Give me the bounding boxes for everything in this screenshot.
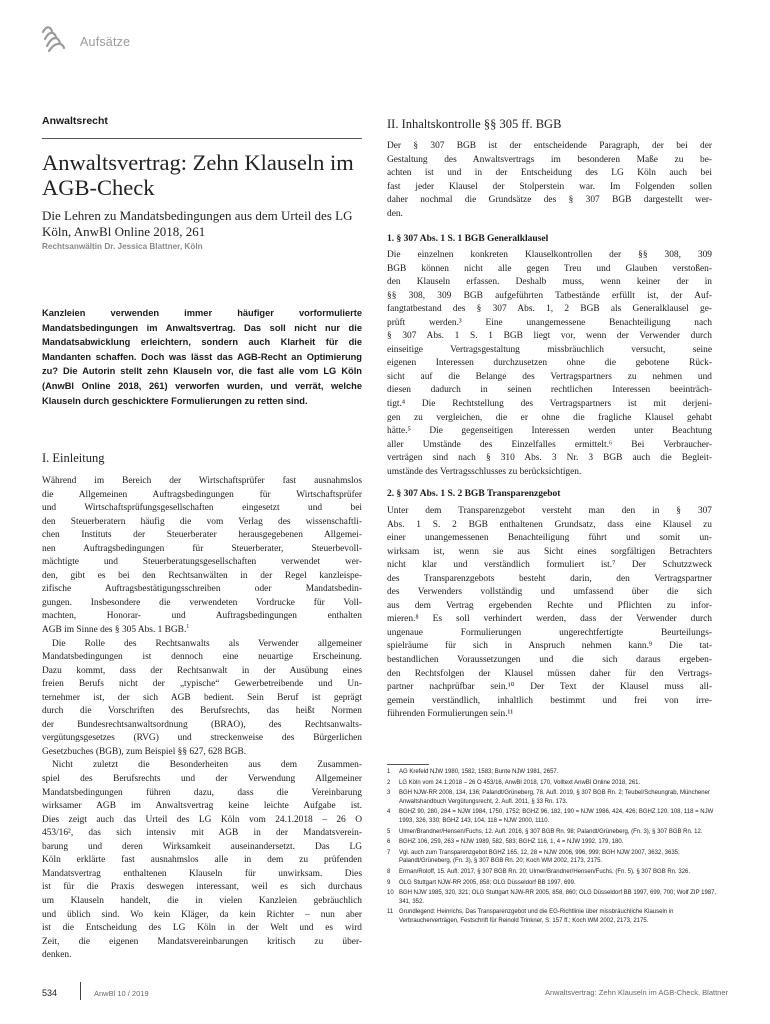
text-line: und Wirtschaftsprüfungsgesellschaften eingesetzt und bei: [42, 503, 362, 514]
text-line: ist für die Praxis deswegen interessant, weil es sich durchaus: [42, 882, 362, 893]
text-line: Zeit, die eigenen Mandatsvereinbarungen kritisch zu über-: [42, 936, 362, 947]
text-line: Gesetzbuches (BGB), zum Beispiel §§ 627, 628 BGB.: [42, 746, 247, 757]
text-line: fangtatbestand des § 307 Abs. 1, 2 BGB als Generalklausel ge-: [387, 304, 712, 315]
footnote-text: Vgl. auch zum Transparenzgebot BGHZ 165, 12, 28 = NJW 2006, 996, 999; BGH NJW 2007, 3632, 3635; Palandt/Grüneberg, (Fn. 3), § 307 BGB Rn. 20; Koch WM 2002, 2173, 2175.: [399, 849, 680, 865]
text-line: Mandatsvertrag enthaltenen Klauseln für unwirksam. Dies: [42, 868, 362, 879]
text-line: gungen. Insbesondere die verwendeten Vordrucke für Voll-: [42, 597, 362, 608]
text-line: achten ist und in der Entscheidung des LG Köln auch bei: [387, 168, 712, 179]
paragraph: [42, 638, 362, 760]
footnote: [387, 838, 717, 847]
text-line: Gestaltung des Anwaltsvertrags im besonderen Maße zu be-: [387, 154, 712, 165]
text-line: spiel des Berufsrechts und der Verwendung Allgemeiner: [42, 774, 362, 785]
text-line: verträgen sind nach § 310 Abs. 3 Nr. 3 BGB auch die Begleit-: [387, 453, 712, 464]
abstract-text: Kanzleien verwenden immer häufiger vorformulierte Mandatsbedingungen im Anwaltsvertrag. Das soll nicht nur die Mandatsabwicklung erleichtern, sondern auch Klarheit für die Mandanten schaffen. Doch was lässt das AGB-Recht an Optimierung zu? Die Autorin stellt zehn Klauseln vor, die fast alle vom LG Köln (AnwBl Online 2018, 261) verworfen wurden, und verrät, welche Klauseln durch geschicktere Formulierungen zu retten sind.: [42, 308, 362, 406]
footer-divider: [80, 982, 81, 1000]
footnote-text: BGHZ 106, 259, 263 = NJW 1989, 582, 583; BGHZ 116, 1, 4 = NJW 1992, 179, 180.: [399, 839, 624, 846]
footnote-number: 2: [387, 779, 391, 786]
article-title: Anwaltsvertrag: Zehn Klauseln im AGB-Check: [42, 150, 354, 200]
subsection-heading-generalklausel: 1. § 307 Abs. 1 S. 1 BGB Generalklausel: [387, 234, 549, 244]
text-line: einseitige Vertragsgestaltung missbräuchlich versucht, seine: [387, 344, 712, 355]
text-line: Die Rolle des Rechtsanwalts als Verwender allgemeiner: [52, 638, 362, 649]
footnote-number: 5: [387, 828, 391, 835]
text-line: eigenen Interessen durchzusetzen ohne die gebotene Rück-: [387, 358, 712, 369]
text-line: den.: [387, 208, 403, 219]
footnote-text: BGH NJW-RR 2008, 134, 136; Palandt/Grüneberg, 78. Aufl. 2019, § 307 BGB Rn. 2; Teubel/Scheungrab, Münchener Anwaltshandbuch Vergütungsrecht, 2. Aufl. 2011, § 33 Rn. 173.: [399, 790, 710, 805]
footnote: [387, 779, 717, 788]
text-line: des Transparenzgebots besteht darin, den Vertragspartner: [387, 573, 712, 584]
header-section-label: Aufsätze: [80, 35, 131, 49]
footnote: [387, 849, 717, 866]
text-line: barung und deren Wirksamkeit auseinandersetzt. Das LG: [42, 841, 362, 852]
text-line: freien Berufs nicht der „typische“ Gewerbetreibende und Un-: [42, 679, 362, 690]
paragraph: [42, 759, 362, 962]
text-line: gemein verständlich, inhaltlich bestimmt und frei von irre-: [387, 695, 712, 706]
text-line: ist die Entscheidung des LG Köln in der Welt und es wird: [42, 923, 362, 934]
text-line: aus dem Vertrag ergebenden Rechte und Pflichten zu infor-: [387, 600, 712, 611]
footnote-number: 1: [387, 769, 391, 775]
section-inhaltskontrolle-intro: [387, 140, 712, 221]
text-line: Mandatsbedingungen führen dazu, dass die Vereinbarung: [42, 787, 362, 798]
footnotes-list: [387, 768, 717, 928]
text-line: Mandatsbedingungen ist dennoch eine neuartige Erscheinung.: [42, 652, 362, 663]
footnote-number: 11: [387, 909, 394, 916]
footnote-number: 10: [387, 890, 394, 897]
text-line: chen Instituts der Steuerberater herausgegebenen Allgemei-: [42, 530, 362, 541]
text-line: prüft werden.³ Eine unangemessene Benachteiligung nach: [387, 317, 712, 328]
footnote-number: 7: [387, 849, 391, 856]
text-line: fast jeder Klausel der Stolperstein war. Im Folgenden sollen: [387, 181, 712, 192]
subsection-generalklausel-body: [387, 249, 712, 479]
footnote-number: 4: [387, 809, 391, 816]
text-line: wirksamer AGB im Anwaltsvertrag keine leichte Aufgabe ist.: [42, 801, 362, 812]
section-einleitung-body: [42, 475, 362, 963]
text-line: um Klauseln handelt, die in vielen Kanzleien gebräuchlich: [42, 895, 362, 906]
footnote-text: LG Köln vom 24.1.2018 – 26 O 453/16, AnwBl 2018, 170, Volltext AnwBl Online 2018, 261.: [399, 779, 641, 786]
text-line: vergütungsgesetzes (RVG) und streckenweise des Bürgerlichen: [42, 733, 362, 744]
text-line: den Rechtsfolgen der Klausel müssen daher für den Vertrags-: [387, 668, 712, 679]
paragraph: [387, 505, 712, 722]
footnote-number: 8: [387, 868, 391, 875]
running-title: Anwaltsvertrag: Zehn Klauseln im AGB-Check, Blattner: [545, 988, 728, 997]
section-heading-inhaltskontrolle: II. Inhaltskontrolle §§ 305 ff. BGB: [387, 117, 562, 131]
text-line: einer unangemessenen Benachteiligung führt und somit un-: [387, 533, 712, 544]
article-abstract: [42, 306, 362, 408]
footnote: [387, 789, 717, 806]
text-line: spielräume für sich in Anspruch nehmen kann.⁹ Die tat-: [387, 641, 712, 652]
footnote: [387, 828, 717, 837]
rubric-divider: [42, 138, 362, 139]
section-heading-einleitung: I. Einleitung: [42, 451, 105, 465]
text-line: Köln erklärte fast ausnahmslos alle in dem zu prüfenden: [42, 855, 362, 866]
text-line: Unter dem Transparenzgebot versteht man den in § 307: [387, 506, 712, 516]
footnote: [387, 879, 717, 888]
article-subtitle: Die Lehren zu Mandatsbedingungen aus dem Urteil des LG Köln, AnwBl Online 2018, 261: [42, 208, 353, 239]
text-line: des Verwenders vollständig und umfassend über die sich: [387, 587, 712, 598]
footnote-text: Grundlegend: Heinrichs, Das Transparenzgebot und die EG-Richtlinie über missbräuchliche Klauseln in Verbraucherverträgen, Festschrift für Reinold Trinkner, S. 157 ff.; Koch WM 2002, 2173, 2175.: [399, 909, 674, 924]
text-line: zifische Auftragsbestätigungsschreiben oder Mandatsbedin-: [42, 584, 362, 595]
text-line: Die einzelnen konkreten Klauselkontrollen der §§ 308, 309: [387, 250, 712, 260]
text-line: denken.: [42, 950, 72, 961]
paragraph: [387, 249, 712, 479]
footnote-text: BGHZ 90, 280, 284 = NJW 1984, 1750, 1752; BGHZ 96, 182, 190 = NJW 1986, 424, 426; BGHZ 120, 108, 118 = NJW 1993, 326, 330; BGHZ 143, 104, 118 = NJW 2000, 1110.: [399, 809, 714, 824]
text-line: machten, Honorar- und Auftragsbedingungen enthalten: [42, 611, 362, 622]
text-line: Abs. 1 S. 2 BGB enthaltenen Grundsatz, dass eine Klausel zu: [387, 519, 712, 530]
footnote-number: 9: [387, 879, 391, 886]
text-line: daher nochmal die Grundsätze des § 307 BGB dargestellt wer-: [387, 195, 712, 206]
text-line: ternehmer ist, der sich AGB bedient. Sein Beruf ist geprägt: [42, 692, 362, 703]
footnote-number: 3: [387, 790, 391, 797]
text-line: Nicht zuletzt die Besonderheiten aus dem Zusammen-: [52, 760, 362, 771]
text-line: den Steuerberatern häufig die vom Verlag des wissenschaftli-: [42, 516, 362, 527]
text-line: hätte.⁵ Die gegenseitigen Interessen werden unter Beachtung: [387, 426, 712, 437]
text-line: durch die Vorschriften des Berufsrechts, das heißt Normen: [42, 706, 362, 717]
text-line: BGB können nicht alle gegen Treu und Glauben verstoßen-: [387, 263, 712, 274]
text-line: § 307 Abs. 1 S. 1 BGB liegt vor, wenn der Verwender durch: [387, 331, 712, 342]
footnote-text: BGH NJW 1985, 320, 321; OLG Stuttgart NJW-RR 2005, 858, 860; OLG Düsseldorf BB 1997, 699, 700; Wolf ZIP 1987, 341, 352.: [399, 890, 717, 905]
text-line: sicht auf die Belange des Vertragspartners zu nehmen und: [387, 371, 712, 382]
footnote: [387, 868, 717, 877]
article-rubric: Anwaltsrecht: [42, 115, 108, 127]
footnote-text: OLG Stuttgart NJW-RR 2005, 858; OLG Düsseldorf BB 1997, 699.: [399, 879, 576, 886]
subsection-transparenzgebot-body: [387, 505, 712, 722]
text-line: diesen dadurch in seinen rechtlichen Interessen beeinträch-: [387, 385, 712, 396]
text-line: führenden Formulierungen sein.¹¹: [387, 709, 514, 720]
footnote-divider: [387, 764, 429, 765]
text-line: §§ 308, 309 BGB aufgeführten Tatbestände erfüllt ist, der Auf-: [387, 290, 712, 301]
paragraph: [387, 140, 712, 221]
text-line: tigt.⁴ Die Rechtstellung des Vertragspartners ist mit derjeni-: [387, 399, 712, 410]
footnote-text: AG Krefeld NJW 1980, 1582, 1583; Bunte NJW 1981, 2657.: [399, 769, 559, 775]
text-line: Der § 307 BGB ist der entscheidende Paragraph, der bei der: [387, 141, 712, 151]
text-line: 453/16², das sich intensiv mit AGB in der Mandatsverein-: [42, 828, 362, 839]
text-line: bestandlichen Voraussetzungen und die sich daraus ergeben-: [387, 655, 712, 666]
footnote: [387, 889, 717, 906]
footnote-ref[interactable]: 1: [186, 623, 190, 630]
footnote: [387, 808, 717, 825]
text-line: umstände des Vertragsschlusses zu berücksichtigen.: [387, 466, 582, 477]
article-author: Rechtsanwältin Dr. Jessica Blattner, Köln: [42, 242, 203, 251]
footnote-number: 6: [387, 839, 391, 846]
text-line: gen zu vergleichen, die er ohne die fragliche Klausel gehabt: [387, 412, 712, 423]
journal-issue: AnwBl 10 / 2019: [94, 989, 149, 998]
journal-logo-icon: [40, 22, 66, 52]
text-line: mächtigte und Steuerberatungsgesellschaften verwendet wer-: [42, 557, 362, 568]
footnote-text: Erman/Roloff, 15. Aufl. 2017, § 307 BGB Rn. 20; Ulmer/Brandner/Hensen/Fuchs, (Fn. 5), § 307 BGB Rn. 326.: [399, 868, 691, 875]
text-line: den, gibt es bei den Rechtsanwälten in der Regel kanzleispe-: [42, 570, 362, 581]
text-line: nicht klar und verständlich formuliert ist.⁷ Der Schutzzweck: [387, 560, 712, 571]
text-line: aller Umstände des Einzelfalles ermittelt.⁶ Bei Verbraucher-: [387, 439, 712, 450]
subsection-heading-transparenzgebot: 2. § 307 Abs. 1 S. 2 BGB Transparenzgebot: [387, 489, 561, 499]
text-line: nen Auftragsbedingungen für Steuerberater, Steuerbevoll-: [42, 543, 362, 554]
footnote: [387, 908, 717, 925]
text-line: und üblich sind. Wo kein Kläger, da kein Richter – nun aber: [42, 909, 362, 920]
footnote-text: Ulmer/Brandner/Hensen/Fuchs, 12. Aufl. 2016, § 307 BGB Rn. 98; Palandt/Grüneberg, (Fn. 3), § 307 BGB Rn. 12.: [399, 828, 703, 835]
text-line: partner nachprüfbar sein.¹⁰ Der Text der Klausel muss all-: [387, 682, 712, 693]
text-line: den Klauseln erfassen. Deshalb muss, wenn keiner der in: [387, 277, 712, 288]
paragraph: [42, 475, 362, 638]
text-line: AGB im Sinne des § 305 Abs. 1 BGB.$^1$: [42, 623, 190, 636]
text-line: der Bundesrechtsanwaltsordnung (BRAO), des Rechtsanwalts-: [42, 719, 362, 730]
page-number: 534: [42, 988, 58, 998]
text-line: Dazu kommt, dass der Rechtsanwalt in der Ausübung eines: [42, 665, 362, 676]
text-line: die Allgemeinen Auftragsbedingungen für Wirtschaftsprüfer: [42, 489, 362, 500]
text-line: Dies zeigt auch das Urteil des LG Köln vom 24.1.2018 – 26 O: [42, 814, 362, 825]
text-line: mieren.⁸ Es soll verhindert werden, dass der Verwender durch: [387, 614, 712, 625]
text-line: Während im Bereich der Wirtschaftsprüfer fast ausnahmslos: [42, 476, 362, 486]
text-line: ungenaue Formulierungen ungerechtfertigte Beurteilungs-: [387, 627, 712, 638]
text-line: wirksam ist, wenn sie aus Sicht eines sorgfältigen Betrachters: [387, 546, 712, 557]
footnote: [387, 768, 717, 777]
